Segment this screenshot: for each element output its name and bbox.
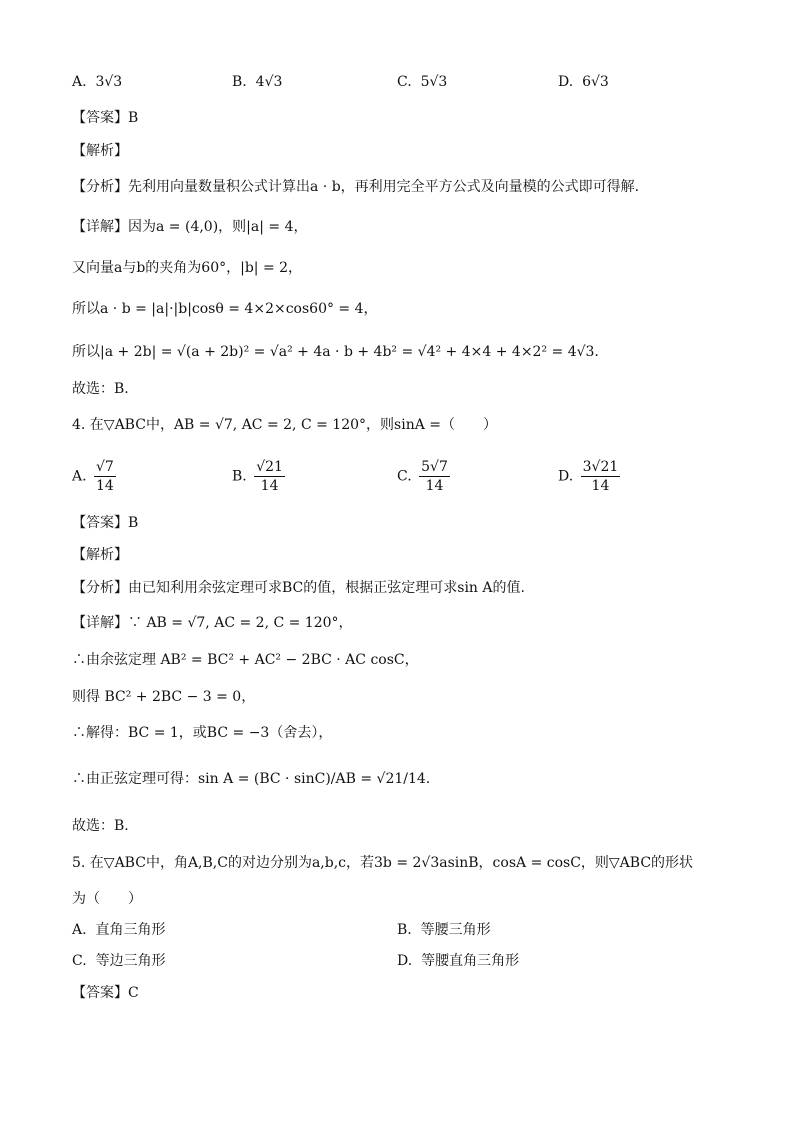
q4-option-c: C. $\frac{5√7}{14}$ — [397, 459, 448, 494]
q3-option-c: C. 5√3 — [397, 74, 448, 90]
q3-detail-2: 又向量a与b的夹角为60°，|b| = 2， — [72, 260, 303, 276]
q4-detail-2: ∴由余弦定理 AB² = BC² + AC² − 2BC · AC cosC， — [72, 652, 419, 668]
q4-option-d: D. $\frac{3√21}{14}$ — [558, 459, 619, 494]
q4-choose: 故选：B. — [72, 818, 129, 834]
q4-analysis-heading: 【解析】 — [72, 547, 128, 563]
q5-stem-line-2: 为（ ） — [72, 891, 142, 907]
q5-stem-line-1: 5. 在▽ABC中，角A,B,C的对边分别为a,b,c，若3b = 2√3asinB，cosA = cosC，则▽ABC的形状 — [72, 855, 694, 871]
q4-option-c-den: 14 — [419, 476, 450, 495]
q3-option-a: A. 3√3 — [72, 74, 123, 90]
q5-option-c: C. 等边三角形 — [72, 953, 166, 969]
q3-option-d: D. 6√3 — [558, 74, 609, 90]
q4-option-b: B. $\frac{√21}{14}$ — [232, 459, 283, 494]
q4-detail-5: ∴由正弦定理可得：sin A = (BC · sinC)/AB = √21/14. — [72, 771, 431, 787]
q4-stem: 4. 在▽ABC中，AB = √7, AC = 2, C = 120°，则sinA =（ ） — [72, 417, 497, 433]
q4-detail-4: ∴解得：BC = 1，或BC = −3（舍去）， — [72, 725, 333, 741]
q4-answer: 【答案】B — [72, 515, 139, 531]
q4-detail-3: 则得 BC² + 2BC − 3 = 0， — [72, 689, 256, 705]
q4-option-a-num: √7 — [96, 459, 114, 475]
q3-analysis-heading: 【解析】 — [72, 143, 128, 159]
q4-option-a: A. $\frac{√7}{14}$ — [72, 459, 114, 494]
q3-answer: 【答案】B — [72, 110, 139, 126]
q5-answer: 【答案】C — [72, 985, 139, 1001]
q5-option-a: A. 直角三角形 — [72, 922, 166, 938]
q4-option-b-den: 14 — [254, 476, 285, 495]
q3-option-b: B. 4√3 — [232, 74, 283, 90]
q5-option-b: B. 等腰三角形 — [397, 922, 491, 938]
q4-option-d-den: 14 — [581, 476, 621, 495]
q3-detail-4: 所以|a + 2b| = √(a + 2b)² = √a² + 4a · b + 4b² = √4² + 4×4 + 4×2² = 4√3. — [72, 344, 599, 360]
q3-detail-1: 【详解】因为a = (4,0)，则|a| = 4， — [72, 219, 308, 235]
q4-option-d-num: 3√21 — [582, 459, 619, 475]
q4-option-b-num: √21 — [256, 459, 283, 475]
q4-detail-1: 【详解】∵ AB = √7, AC = 2, C = 120°， — [72, 615, 353, 631]
q5-option-d: D. 等腰直角三角形 — [397, 953, 520, 969]
q3-detail-3: 所以a · b = |a|·|b|cosθ = 4×2×cos60° = 4， — [72, 301, 378, 317]
q3-choose: 故选：B. — [72, 381, 129, 397]
q3-fenxi: 【分析】先利用向量数量积公式计算出a · b，再利用完全平方公式及向量模的公式即可得解. — [72, 179, 640, 195]
q4-option-a-den: 14 — [96, 478, 114, 494]
q4-option-c-num: 5√7 — [421, 459, 448, 475]
q4-fenxi: 【分析】由已知利用余弦定理可求BC的值，根据正弦定理可求sin A的值. — [72, 580, 525, 596]
